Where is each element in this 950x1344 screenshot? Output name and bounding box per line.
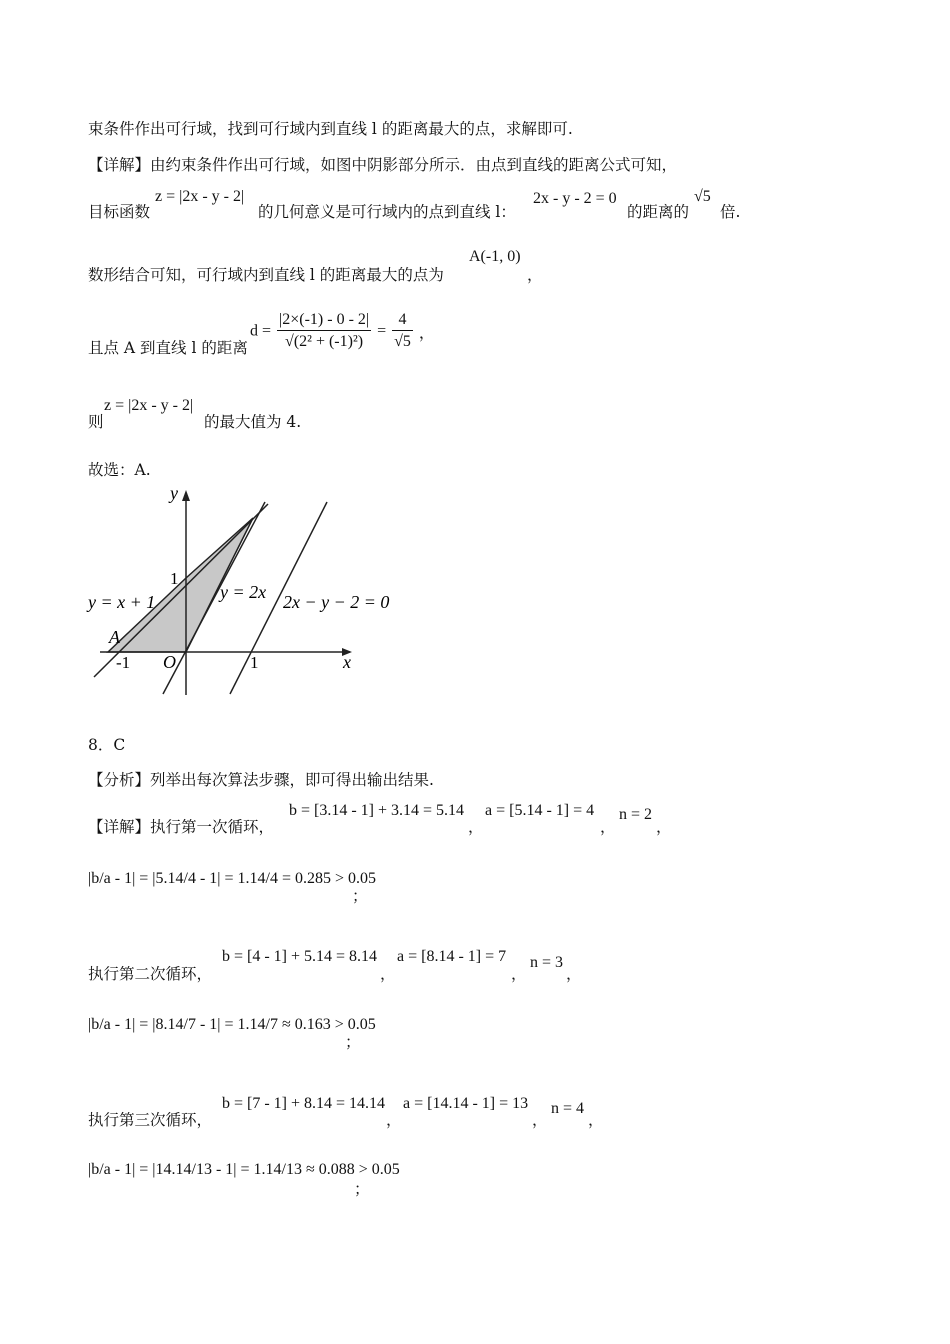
line3-label: 2x − y − 2 = 0 xyxy=(283,592,390,612)
loop1-a: a = [5.14 - 1] = 4 xyxy=(485,802,595,819)
q7-then-label: 则 xyxy=(88,413,104,431)
q7-sqrt5: √5 xyxy=(694,188,711,205)
feasible-region-figure xyxy=(80,480,400,700)
detail-text: 由约束条件作出可行域，如图中阴影部分所示．由点到直线的距离公式可知， xyxy=(150,156,678,174)
q7-detail-line xyxy=(88,153,677,175)
q7-point-A: A(-1, 0) xyxy=(469,248,521,265)
loop2-check: |b/a - 1| = |8.14/7 - 1| = 1.14/7 ≈ 0.163 > 0.05 xyxy=(88,1016,376,1033)
q8-heading: 8．C xyxy=(88,736,126,754)
q7-then-suffix: 的最大值为 4. xyxy=(204,413,302,431)
q7-then-expr: z = |2x - y - 2| xyxy=(104,397,194,414)
loop2-comma-1: ， xyxy=(380,965,396,983)
loop1-comma-2: ， xyxy=(600,818,616,836)
q8-loop2-label: 执行第二次循环， xyxy=(88,965,213,983)
q7-max-suffix: ， xyxy=(527,266,543,284)
distance-result-numerator: 4 xyxy=(392,310,413,331)
distance-fraction xyxy=(277,310,371,353)
detail-tag: 【详解】 xyxy=(88,818,151,836)
line1-label: y = x + 1 xyxy=(88,592,156,612)
y-axis-arrow xyxy=(182,490,190,501)
x-tick-1: 1 xyxy=(250,653,259,672)
detail-tag: 【详解】 xyxy=(88,156,151,174)
q7-objective-suffix: 的距离的 xyxy=(627,203,690,221)
loop3-comma-2: ， xyxy=(532,1111,548,1129)
analysis-tag: 【分析】 xyxy=(88,771,151,789)
q8-analysis xyxy=(88,768,434,790)
analysis-text: 列举出每次算法步骤，即可得出输出结果. xyxy=(150,771,434,789)
point-A-label: A xyxy=(109,627,120,647)
loop1-n: n = 2 xyxy=(619,806,653,823)
distance-result-denominator: √5 xyxy=(394,333,411,350)
q7-distance-text: 且点 A 到直线 l 的距离 xyxy=(88,339,248,357)
loop1-check: |b/a - 1| = |5.14/4 - 1| = 1.14/4 = 0.285 > 0.05 xyxy=(88,870,376,887)
distance-equals: = xyxy=(377,322,387,340)
distance-denominator: √(2² + (-1)²) xyxy=(285,333,364,350)
origin-label: O xyxy=(163,652,176,672)
loop2-b: b = [4 - 1] + 5.14 = 8.14 xyxy=(222,948,378,965)
loop2-n: n = 3 xyxy=(530,954,564,971)
loop3-check: |b/a - 1| = |14.14/13 - 1| = 1.14/13 ≈ 0.088 > 0.05 xyxy=(88,1161,400,1178)
loop2-comma-3: ， xyxy=(566,965,582,983)
q7-line-equation: 2x - y - 2 = 0 xyxy=(533,190,617,207)
loop3-n: n = 4 xyxy=(551,1100,585,1117)
loop1-b: b = [3.14 - 1] + 3.14 = 5.14 xyxy=(289,802,465,819)
x-axis-label: x xyxy=(343,652,351,672)
q7-distance-formula xyxy=(250,310,435,353)
distance-numerator: |2×(-1) - 0 - 2| xyxy=(277,310,371,331)
loop1-label: 执行第一次循环， xyxy=(150,818,275,836)
loop2-comma-2: ， xyxy=(511,965,527,983)
loop3-comma-3: ， xyxy=(588,1111,604,1129)
q7-line1: 束条件作出可行域，找到可行域内到直线 l 的距离最大的点，求解即可. xyxy=(88,120,573,138)
q7-choose: 故选：A. xyxy=(88,461,151,479)
line2-label: y = 2x xyxy=(220,582,267,602)
q7-max-point-text: 数形结合可知，可行域内到直线 l 的距离最大的点为 xyxy=(88,266,444,284)
loop1-comma-3: ， xyxy=(656,818,672,836)
loop1-semicolon: ； xyxy=(352,887,368,905)
q8-loop3-label: 执行第三次循环， xyxy=(88,1111,213,1129)
loop2-semicolon: ； xyxy=(345,1033,361,1051)
q8-loop1-line xyxy=(88,815,274,837)
loop3-a: a = [14.14 - 1] = 13 xyxy=(403,1095,529,1112)
y-axis-label: y xyxy=(170,483,178,503)
loop2-a: a = [8.14 - 1] = 7 xyxy=(397,948,507,965)
loop3-semicolon: ； xyxy=(354,1180,370,1198)
q7-objective-expr: z = |2x - y - 2| xyxy=(155,188,245,205)
loop1-comma-1: ， xyxy=(468,818,484,836)
loop3-b: b = [7 - 1] + 8.14 = 14.14 xyxy=(222,1095,386,1112)
y-tick-1: 1 xyxy=(170,569,179,588)
distance-d: d = xyxy=(250,322,272,340)
distance-suffix: ， xyxy=(418,325,435,342)
q7-objective-mid: 的几何意义是可行域内的点到直线 l： xyxy=(258,203,516,221)
x-tick-neg1: -1 xyxy=(116,653,131,672)
q7-objective-label: 目标函数 xyxy=(88,203,151,221)
distance-result xyxy=(392,310,413,353)
loop3-comma-1: ， xyxy=(386,1111,402,1129)
q7-objective-end: 倍. xyxy=(720,203,741,221)
